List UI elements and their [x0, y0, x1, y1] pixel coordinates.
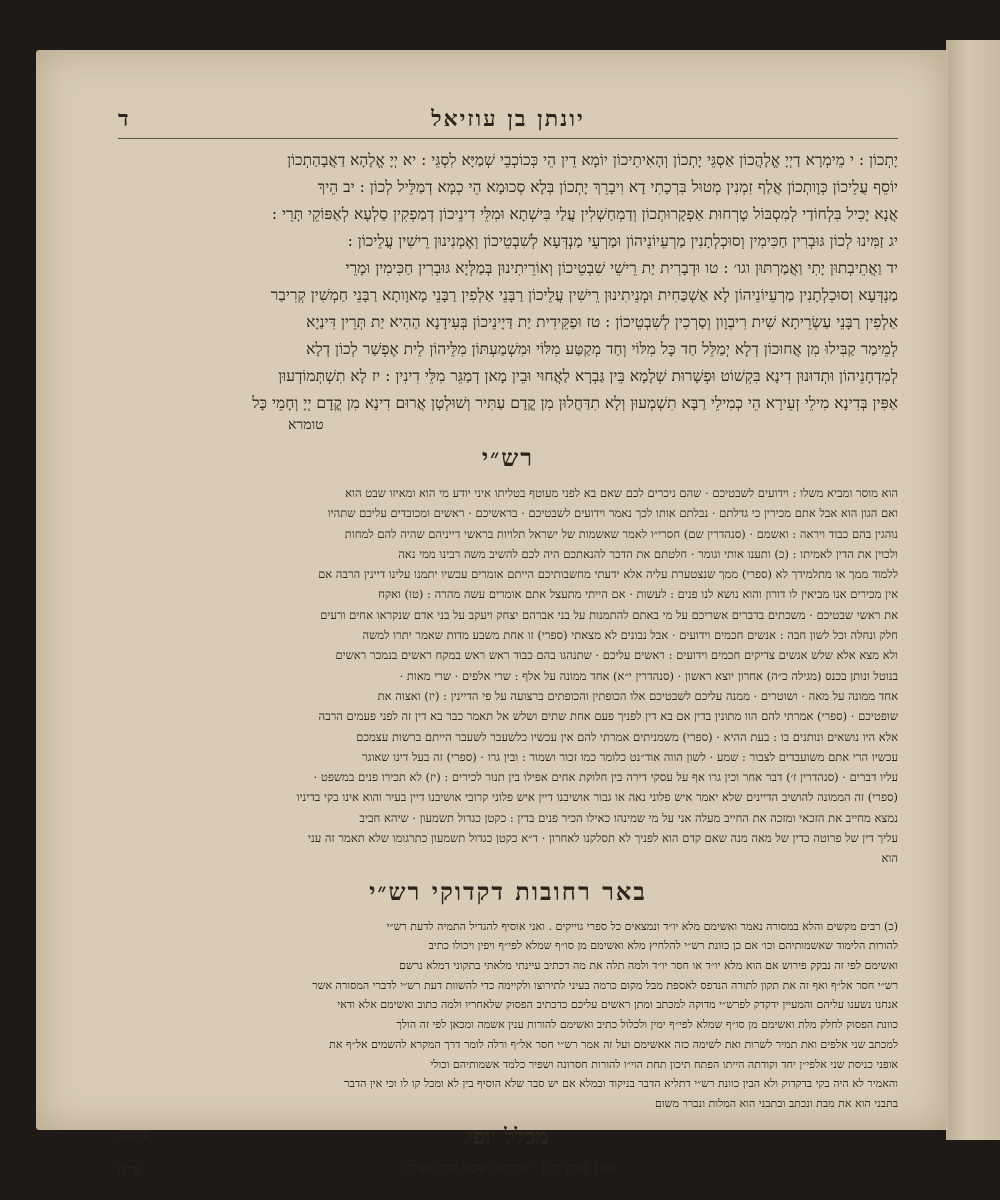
rashi-line: את ראשי שבטיכם · משכתים בדברים אשריכם על מי באתם להתמנות על בני אברהם יצחק ויעקב על בני אדם שנקראו אחים ורעים	[320, 607, 898, 622]
rashi-line: ולא מצא אלא שלש אנשים צדיקים חכמים וידועים : ראשים עליכם · שתנהגו בהם כבוד ראש ראש במקח ראשים בנמכר ראשים	[335, 648, 898, 663]
footer-catchword-2: עלה	[118, 1161, 141, 1178]
rashi-line: (ספרי) זה הממונה להושיב הדיינים שלא יאמר איש פלוני נאה או גבור אושיבנו דיין איש פלוני קרובי אושיבנו דיין בעיר והוא אינו בקי בדיניו	[296, 790, 898, 805]
rashi-line: נמצא מחייב את הזכאי ומזכה את החייב מעלה אני על מי שמינהו כאילו הכיר פנים בדין : כקטן כגדול תשמעון · שיהא חביב	[359, 810, 898, 825]
rashi-title: רש״י	[481, 443, 535, 472]
rashi-line: אלא היו נושאים ונותנים בו : בעת ההיא · (ספרי) משמניתים אמרתי להם אין עכשיו כלשעבר לשעבר הייתם ברשות עצמכם	[356, 729, 898, 744]
catchword: טומרא	[288, 417, 324, 433]
beur-line: והאמיר לא היה בקי בדקדוק ולא הבין כוונת רש״י דתליא הדבר בניקוד ובמלא אם יש סבר שלא הוסיף בין לא ומכל קו לו וכי אין הדבר	[344, 1077, 898, 1091]
rashi-line: ואם הגון הוא אבל אתם מכירין כי גדלתם · נבלתם אותו לכך נאמר וידועים לשבטיכם · בראשיכם · ראשים ומכובדים עליכם שתהיו	[327, 506, 898, 521]
beur-line: אופני כניסת שני אלפי״ן יחד וקודתה הייתו הפתח תיכון תחת הוי״ו להורות חסרונה ושפיר כלמד אשמותיהם וכולי	[430, 1057, 898, 1071]
beur-line: (כ) רבים מקשים והלא במסורה נאמר ואשימם מלא יו״ד ונמצאים כל ספרי גוייקים . ואני אוסיף להגדיל התמיה לדעת רש״י	[386, 919, 898, 933]
targum-line: יוֹסֵף עֲלֵיכוֹן כְּוָותְכוֹן אֲלַף זִמְנִין מְטוּל בִּרְכָתִי דָא וִיבָרֵךְ יָתְכוֹן בְּלָא סְכוּמָא הֵי כְמָא דְמַלֵּיל לְכוֹן : יב הֵיךְ	[317, 178, 898, 196]
rashi-line: חלק ונחלה וכל לשון חבה : אנשים חכמים וידועים · אבל נבונים לא מצאתי (ספרי) זו אחת משבע מדות שאמר יתרו למשה	[362, 628, 898, 643]
targum-line: אַפִּין בְּדִינָא מִילֵי זְעֵירָא הֵי כְמִילֵי רַבָּא תִשְׁמְעוּן וְלָא תִדַּחֲלוּן מִן קֳדָם עַתִּיר וְשׁוּלְטָן אֲרוּם דִינָא מִן קֳדָם יְיָ וְחָמֵי כָּל	[252, 394, 898, 412]
beur-line: למכתב שני אלפים ואת תמיר לשרות ואת לשימה כזה אאשימם ועל זה אמר רש״י חסר אל״ף ורלה לומר דרך המקרא להשמים אל״ף את	[329, 1037, 898, 1051]
targum-line: מַנְדְּעָא וְסוּכְלְתָנִין מַרְעֵיוֹנֵיהוֹן לָא אַשְׁכַּחִית וּמְנֵיתִינוּן רֵישִׁין עֲלֵיכוֹן רַבָּנֵי אַלְפִין רַבָּנֵי מָאוָותָא רַבָּנֵי חַמְשִׁין קְרִיבַר	[270, 286, 898, 304]
running-title: יונתן בן עוזיאל	[431, 106, 585, 132]
footer	[118, 1120, 898, 1200]
rashi-line: הוא מוסר ומביא משלו : וידועים לשבטיכם · שהם ניכרים לכם שאם בא לפני מעוטף בטליתו איני יודע מי הוא ומאיזו שבט הוא	[345, 486, 898, 500]
beur-title: באר רחובות דקדוקי רש״י	[369, 876, 647, 906]
beur-line: בתבני הוא את מבת ונכתב ובתבני הוא המלות ונכרר משום	[654, 1096, 898, 1110]
targum-line: יָתְכוֹן : י מֵימְרָא דַיְיָ אֱלָהֲכוֹן אַסְגֵּי יָתְכוֹן וְהָאִיתֵיכוֹן יוֹמָא דֵין הֵי כְּכוֹכְבֵי שְׁמַיָּא לִסְגֵּי : יא יְיָ אֱלָהָא דַאֲבָהַתְכוֹן	[287, 151, 898, 169]
running-head	[118, 100, 898, 139]
beur-commentary	[118, 917, 898, 1114]
targum-line: אַלְפִין רַבָּנֵי עַשְׂרֵיתָא שִׁית רִיבְוָון וְסַרְכִין לְשִׁבְטֵיכוֹן : טז וּפַקֵּידִית יַת דַּיָינֵיכוֹן בְּעִידָנָא הַהִיא יַת תְּרֵין דִּינַיָא	[306, 313, 898, 331]
targum-text	[118, 147, 898, 417]
rashi-line: ולכוין את הדין לאמיתו : (כ) ותענו אותי וגומר · חלטתם את הדבר להנאתכם היה לכם להשיב משה רבינו ממי נאה	[398, 546, 898, 561]
targum-line: יד וַאֲתֵיבְתוּן יָתִי וַאֲמַרְתּוּן וגו׳ : טו וּדְבָרִית יַת רֵישֵׁי שִׁבְטֵיכוֹן וְאוֹרֵיתִינוּן בְּמַלְּיָא גּוּבְרִין חַכִּימִין וּמָרֵי	[345, 259, 898, 277]
beur-line: להורות הלימוד שאשמותיהם וכו׳ אם כן כוונת רש״י להלחיץ מלא ואשימם מן סו״ף שמלא לפי״ף ויפין ויכולו כתיב	[428, 939, 898, 953]
rashi-line: הוא	[881, 851, 898, 866]
rashi-line: עכשיו הרי אתם משועבדים לצבור : שמע · לשון הווה אוד״נט כלומר כמו זכור ושמור : ובין גרו · (ספרי) זה בעל דינו שאוגר	[362, 749, 898, 764]
footer-title: מכלל יופי	[467, 1123, 549, 1150]
footer-catchword: משום	[118, 1125, 149, 1142]
beur-line: אנחנו נשענו עליהם והמעיין ידקדק לפרש״י מדוקה למכתב ומתן ראשים עליכם כדכתיב הפסוק שלאחריו ולמה כתוב ואשימם אלא ודאי	[337, 998, 898, 1012]
targum-line: אֲנָא יָכִיל בִּלְחוֹדַי לְמִסְבּוֹל טָרְחוּת אַפְקָרוּתְכוֹן וְדַמְחַשְׁלִין עֲלַי בִּישְׁתָא וּמִלֵּי דִינֵיכוֹן דְמַפְקִין סַלְעָא לְאַפּוֹקֵי תָּרֵי :	[271, 205, 898, 223]
book-spine	[946, 40, 1000, 1140]
rashi-line: נוהגין בהם כבוד ויראה : ואשמם · (סנהדרין שם) חסרי״ו לאמר שאשמות של ישראל תלויות בראשי דייניהם שהיה להם למחות	[344, 526, 898, 541]
rashi-line: בנוטל ונותן בכנס (מגילה כ״ה) אחרון יוצא ראשון · (סנהדרין י״א) אחד ממונה על אלף : שרי אלפים · שרי מאות ·	[399, 668, 898, 683]
rashi-line: אחד ממונה על מאה · ושוטרים · ממנה עליכם לשבטיכם אלו הכופתין והכופתים ברצועה על פי הדיינין : (יז) ואצוה את	[377, 688, 898, 703]
targum-line: יג זַמִּינוּ לְכוֹן גּוּבְרִין חַכִּימִין וְסוּכְלְתָנִין מַרְעֵיוֹנֵיהוֹן וּמַרְעֵי מַנְדְּעָא לְשִׁבְטֵיכוֹן וְאֶמְנִינוּן רֵישִׁין עֲלֵיכוֹן :	[347, 232, 898, 250]
rashi-commentary	[118, 483, 898, 869]
catchword-row	[118, 417, 898, 441]
rashi-line: עליך דין של פרוטה כדין של מאה מנה שאם קדם הוא לפניך לא תסלקנו לאחרון · ד״א כקטן כגדול תשמעון כתרגומו שלא תאמר זה עני	[308, 831, 898, 846]
rashi-line: עליו דברים · (סנהדרין ז׳) דבר אחר וכין גרו אף על עסקי דירה בין חלוקת אחים אפילו בין תנור לכירים : (יז) לא תכירו פנים במשפט ·	[313, 770, 898, 785]
beur-line: כוונת הפסוק לחלק מלת ואשימם מן סו״ף שמלא לפי״ף ימין ולכלול כתיב ואשימם להורות ענין אשמה ומכאן לפי זה הולך	[396, 1018, 898, 1032]
rashi-line: ללמוד ממך או מתלמידך לא (ספרי) ממך שנצטערת עליה אלא ידעתי מחשבותיכם הייתם אומרים עכשיו יתמנו עלינו דיינין הרבה אם	[318, 567, 898, 582]
page-content	[118, 100, 898, 1178]
targum-line: לְמֵימַר קַבִּילוּ מִן אֲחוּכוֹן דְלָא יְמַלֵּל חַד כָּל מִלּוֹי וְחַד מְקַטַּע מִלּוֹי וּמִשְׁמַעְתּוֹן מִלֵּיהוֹן לֵית אֶפְשַׁר לְכוֹן דְלָא	[306, 340, 898, 358]
beur-line: ואשימם לפי זה נבקק פירוש אם הוא מלא יו״ד או חסר יו״ד ולמה תלה את מה דכתיב עיינתי מלאתי בתקוני דמלא נרשם	[399, 959, 898, 973]
targum-line: לְמִדְחָנֵיהוֹן וּתְדוּנוּן דִינָא בִּקְשׁוֹט וּפְשָׁרוּת שְׁלָמָא בֵּין גַּבְרָא לַאֲחוּי וּבֵין מָאן דְמַגֵּר מִלֵּי דִינִין : יז לָא תִשְׁתְּמוֹדְעוּן	[278, 367, 898, 385]
rashi-line: אין מכירים אנו מביאין לו דורון והוא נושא לנו פנים : לעשות · אם הייתי מתעצל אתם אומרים עשה מהרה : (טו) ואקח	[378, 587, 898, 602]
page-number: ד	[118, 106, 129, 132]
beur-line: רש״י חסר אל״ף ואף זה את תקון לתורה הנדפס לאספת מבל מקום כרמה בעיני לתירוצו ולקיימה כדי להשוות דעת רש״י לדברי המסורה אשר	[312, 978, 898, 992]
footer-note: (טז) (ובין גרו) · פירושו שכנו הגר אצלו :	[399, 1159, 617, 1176]
rashi-line: שופטיכם · (ספרי) אמרתי להם הוו מתונין בדין אם בא דין לפניך פעם אחת שתים ושלש אל תאמר כבר בא דין זה לפני פעמים הרבה	[318, 709, 898, 724]
